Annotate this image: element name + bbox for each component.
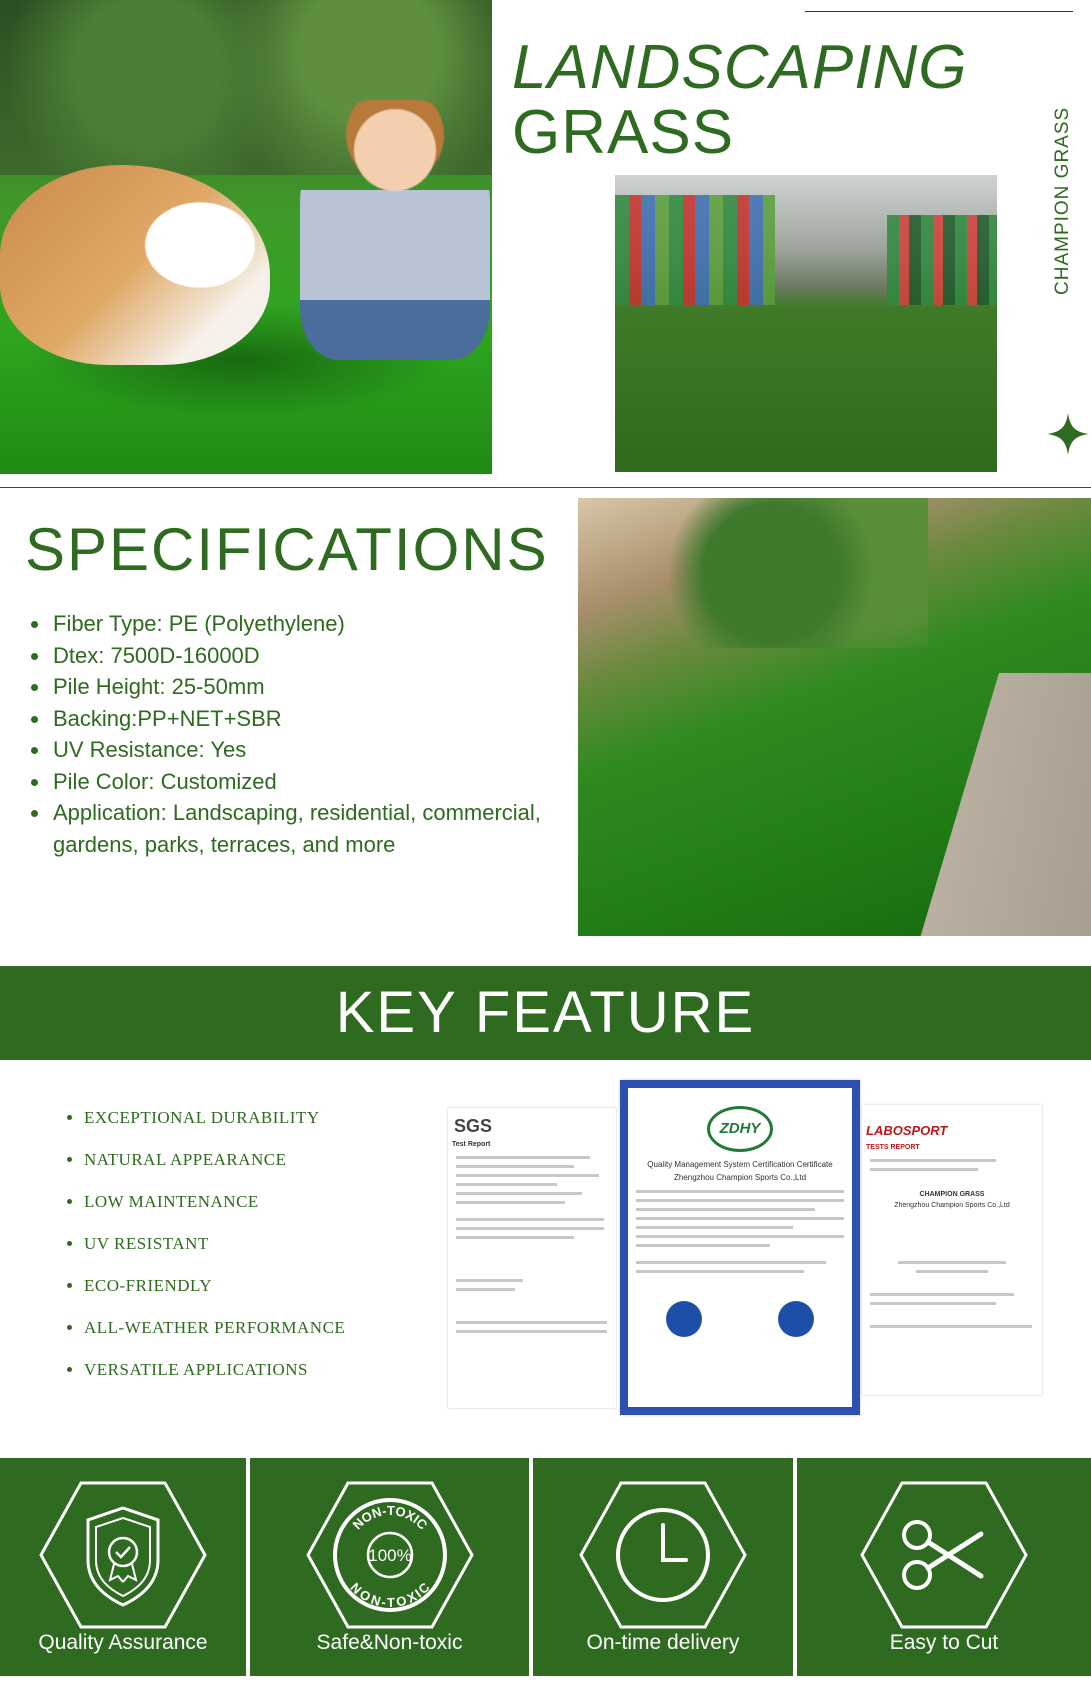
sgs-heading: Test Report [452,1141,491,1148]
seal-center: 100% [367,1546,412,1565]
feature-item: • ALL-WEATHER PERFORMANCE [84,1307,345,1349]
spec-item: • Fiber Type: PE (Polyethylene) [51,608,571,640]
spec-item: • Application: Landscaping, residential, commercial, gardens, parks, terraces, and more [51,797,571,860]
badge-label: Safe&Non-toxic [316,1631,463,1654]
badge-easy-to-cut [797,1458,1091,1676]
top-rule [805,11,1073,12]
labosport-company: Zhengzhou Champion Sports Co.,Ltd [894,1202,1010,1209]
zdhy-certificate [620,1080,860,1415]
zdhy-heading: Quality Management System Certification Certificate [647,1160,833,1169]
specifications-list [25,608,571,860]
spec-item: • Dtex: 7500D-16000D [51,640,571,672]
feature-item: • EXCEPTIONAL DURABILITY [84,1097,345,1139]
spec-item: • Pile Height: 25-50mm [51,671,571,703]
spec-item: • Backing:PP+NET+SBR [51,703,571,735]
cnas-seal-icon [666,1301,702,1337]
child-figure [300,100,490,360]
turf-rolls-left [615,195,775,305]
feature-item: • ECO-FRIENDLY [84,1265,345,1307]
zdhy-company: Zhengzhou Champion Sports Co.,Ltd [673,1173,807,1182]
scissors-icon [859,1480,1029,1630]
labosport-logo: LABOSPORT [866,1123,948,1138]
badge-label: On-time delivery [586,1631,740,1654]
sgs-logo: SGS [454,1116,493,1136]
garden-photo [578,498,1091,936]
labosport-heading: TESTS REPORT [866,1144,920,1151]
dog-figure [0,165,270,365]
garden-tree [668,498,928,648]
clock-icon [578,1480,748,1630]
feature-list [60,1097,345,1391]
labosport-brand: CHAMPION GRASS [919,1191,985,1198]
section-divider [0,487,1091,488]
badge-safe-non-toxic [250,1458,529,1676]
feature-item: • VERSATILE APPLICATIONS [84,1349,345,1391]
seal-text-top: NON-TOXIC [349,1502,430,1533]
key-feature-band [0,966,1091,1060]
spec-item: • UV Resistance: Yes [51,734,571,766]
feature-item: • NATURAL APPEARANCE [84,1139,345,1181]
svg-text:NON-TOXIC [347,1579,432,1610]
feature-item: • UV RESISTANT [84,1223,345,1265]
title-line1: LANDSCAPING [512,33,968,102]
badge-on-time-delivery [533,1458,793,1676]
hero-photo-child-and-dog [0,0,492,474]
specifications-title: SPECIFICATIONS [25,516,549,583]
key-feature-title: KEY FEATURE [335,980,756,1045]
seal-text-bottom: NON-TOXIC [346,1579,433,1611]
non-toxic-seal-icon [305,1480,475,1630]
badge-label: Quality Assurance [38,1631,208,1654]
shield-ribbon-icon [38,1480,208,1630]
title-line2: GRASS [512,98,735,167]
zdhy-logo: ZDHY [707,1106,773,1152]
turf-rolls-right [887,215,997,305]
garden-path [861,673,1091,936]
brand-vertical-text: CHAMPION GRASS [1052,106,1073,295]
sgs-test-report [448,1108,616,1408]
badge-row [0,1458,1091,1676]
sparkle-icon [1047,413,1089,455]
badge-quality-assurance [0,1458,246,1676]
spec-item: • Pile Color: Customized [51,766,571,798]
feature-item: • LOW MAINTENANCE [84,1181,345,1223]
iaf-seal-icon [778,1301,814,1337]
labosport-report [862,1105,1042,1395]
badge-label: Easy to Cut [889,1631,999,1654]
warehouse-photo [615,175,997,472]
